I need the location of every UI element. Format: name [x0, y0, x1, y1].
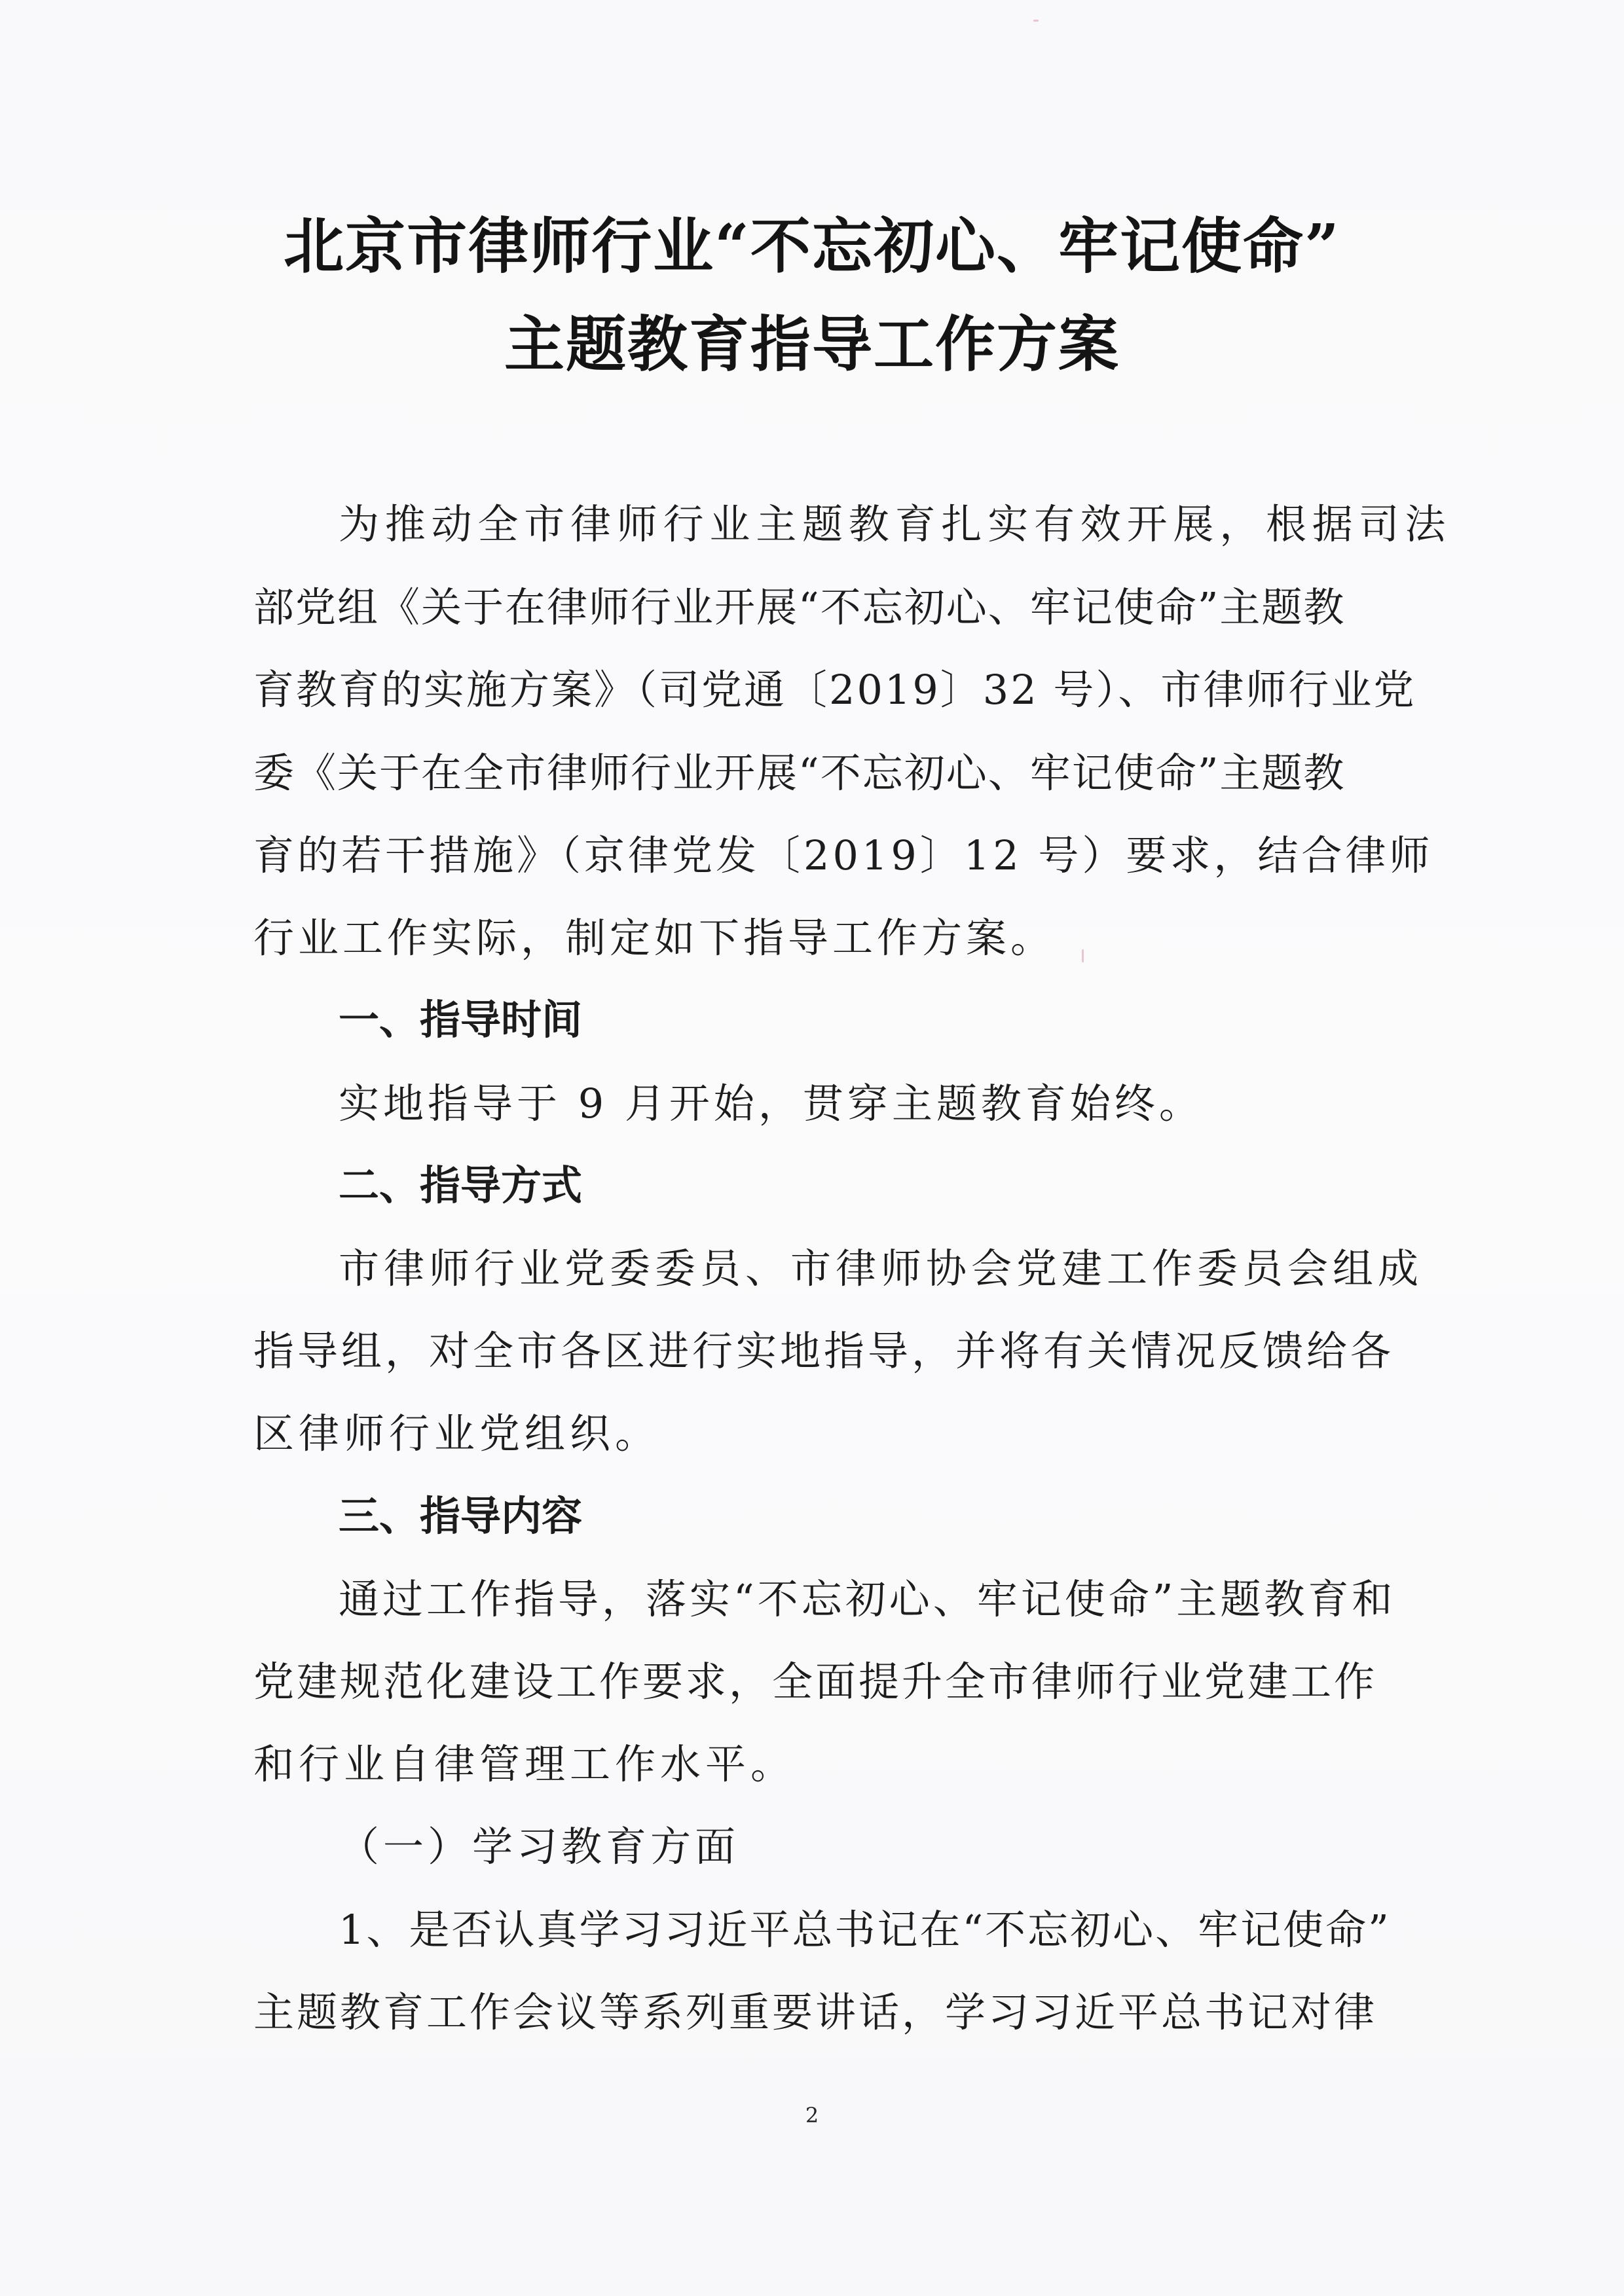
- document-title-line-2: 主题教育指导工作方案: [504, 309, 1120, 380]
- paragraph-line: 为推动全市律师行业主题教育扎实有效开展，根据司法: [339, 500, 1452, 548]
- page-number: 2: [805, 2103, 819, 2128]
- paragraph-line: 部党组《关于在律师行业开展“不忘初心、牢记使命”主题教: [253, 583, 1346, 631]
- subsection-body-line: 主题教育工作会议等系列重要讲话，学习习近平总书记对律: [253, 1988, 1378, 2036]
- scan-mark: [1082, 949, 1084, 962]
- document-title-line-1: 北京市律师行业“不忘初心、牢记使命”: [284, 211, 1340, 282]
- paragraph-line: 育的若干措施》（京律党发〔2019〕12 号）要求，结合律师: [253, 831, 1433, 879]
- section-body-line: 区律师行业党组织。: [253, 1410, 661, 1457]
- section-body-line: 市律师行业党委委员、市律师协会党建工作委员会组成: [339, 1245, 1424, 1292]
- section-body-line: 通过工作指导，落实“不忘初心、牢记使命”主题教育和: [339, 1575, 1396, 1623]
- paragraph-line: 行业工作实际，制定如下指导工作方案。: [253, 914, 1056, 962]
- subsection-heading-study-education: （一）学习教育方面: [339, 1823, 740, 1870]
- subsection-body-line: 1、是否认真学习习近平总书记在“不忘初心、牢记使命”: [339, 1906, 1391, 1954]
- section-body-line: 党建规范化建设工作要求，全面提升全市律师行业党建工作: [253, 1658, 1378, 1705]
- section-heading-guidance-time: 一、指导时间: [339, 996, 583, 1044]
- paragraph-line: 育教育的实施方案》（司党通〔2019〕32 号）、市律师行业党: [253, 666, 1416, 714]
- section-body-line: 指导组，对全市各区进行实地指导，并将有关情况反馈给各: [253, 1327, 1395, 1375]
- section-body-line: 和行业自律管理工作水平。: [253, 1740, 796, 1788]
- section-heading-guidance-content: 三、指导内容: [339, 1492, 583, 1540]
- section-body-line: 实地指导于 9 月开始，贯穿主题教育始终。: [339, 1080, 1204, 1127]
- section-heading-guidance-method: 二、指导方式: [339, 1161, 583, 1209]
- paragraph-line: 委《关于在全市律师行业开展“不忘初心、牢记使命”主题教: [253, 749, 1346, 797]
- scan-mark: [1033, 20, 1039, 22]
